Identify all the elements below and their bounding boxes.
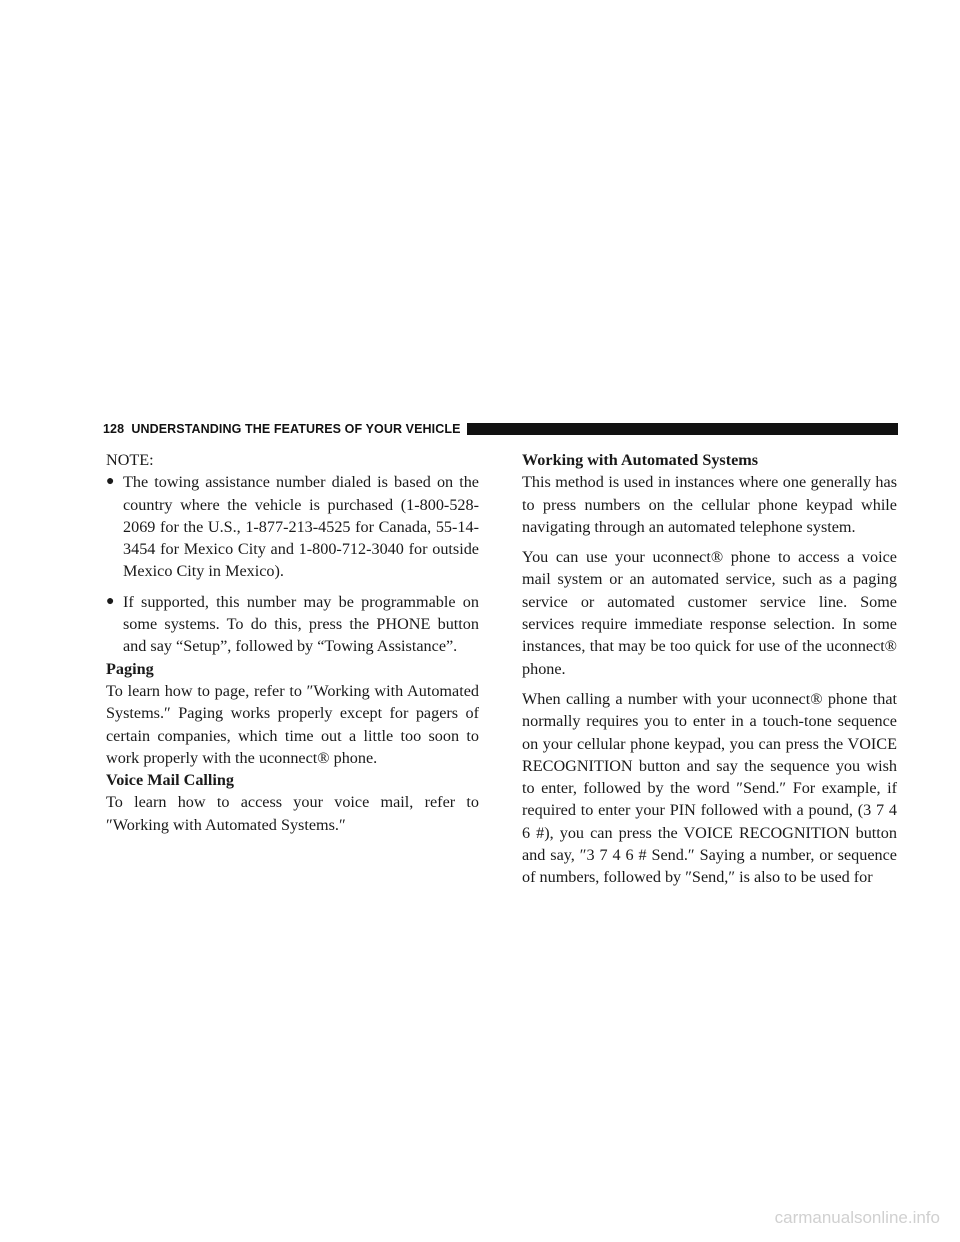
voice-mail-body: To learn how to access your voice mail, refer to ″Working with Automated Systems.″ bbox=[106, 793, 479, 834]
paging-body: To learn how to page, refer to ″Working with Automated Systems.″ Paging works properly except for pagers of certain companies, which time out a little too soon to work properly with the uconnect® phone. bbox=[106, 681, 479, 767]
left-column bbox=[106, 449, 479, 836]
voice-mail-heading: Voice Mail Calling bbox=[106, 771, 234, 790]
paging-heading: Paging bbox=[106, 659, 154, 678]
automated-systems-para-1: This method is used in instances where one generally has to press numbers on the cellular phone keypad while navigating through an automated telephone system. bbox=[522, 473, 897, 536]
note-bullet-towing-number bbox=[106, 471, 479, 582]
bullet-icon: ● bbox=[106, 474, 115, 490]
section-title: UNDERSTANDING THE FEATURES OF YOUR VEHICLE bbox=[131, 422, 461, 436]
automated-systems-para-2: You can use your uconnect® phone to access a voice mail system or an automated service, such as a paging service or automated customer service line. Some services require immediate response selection. In some instances, that may be too quick for use of the uconnect® phone. bbox=[522, 548, 897, 678]
page-number-and-section bbox=[103, 422, 461, 436]
page-number: 128 bbox=[103, 422, 125, 436]
header-rule bbox=[467, 423, 898, 435]
bullet-text: If supported, this number may be programmable on some systems. To do this, press the PHONE button and say “Setup”, followed by “Towing Assistance”. bbox=[123, 592, 479, 656]
watermark: carmanualsonline.info bbox=[774, 1208, 940, 1227]
right-column bbox=[522, 449, 897, 889]
automated-systems-para-3: When calling a number with your uconnect® phone that normally requires you to enter in a touch-tone sequence on your cellular phone keypad, you can press the VOICE RECOGNITION button and say the sequence you wish to enter, followed by the word ″Send.″ For example, if required to enter your PIN followed with a pound, (3 7 4 6 #), you can press the VOICE RECOGNITION button and say, ″3 7 4 6 # Send.″ Saying a number, or sequence of numbers, followed by ″Send,″ is also to be used for bbox=[522, 689, 897, 887]
bullet-icon: ● bbox=[106, 593, 115, 609]
bullet-text: The towing assistance number dialed is based on the country where the vehicle is purchased (1-800-528-2069 for the U.S., 1-877-213-4525 for Canada, 55-14-3454 for Mexico City and 1-800-712-3040 for outside Mexico City in Mexico). bbox=[123, 473, 479, 581]
note-bullet-programmable bbox=[106, 591, 479, 658]
page-header bbox=[103, 420, 898, 438]
automated-systems-heading: Working with Automated Systems bbox=[522, 451, 759, 469]
note-label: NOTE: bbox=[106, 451, 154, 469]
